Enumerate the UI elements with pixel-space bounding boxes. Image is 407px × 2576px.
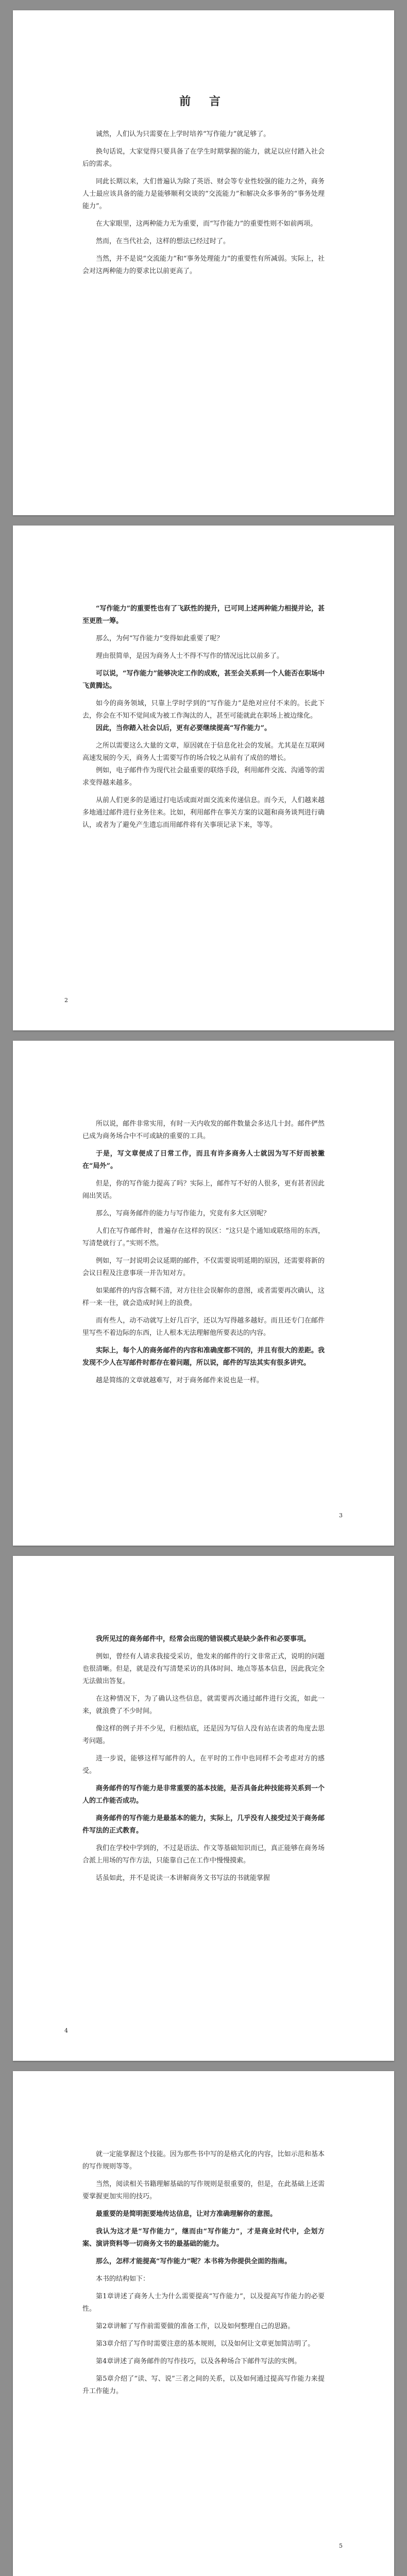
paragraph: 越是简练的文章就越难写，对于商务邮件来说也是一样。 <box>96 1377 264 1384</box>
paragraph: 理由很简单，是因为商务人士不得不写作的情况远比以前多了。 <box>96 652 284 660</box>
paragraph: 诚然，人们认为只需要在上学时培养“写作能力”就足够了。 <box>96 130 270 138</box>
paragraph: 商务邮件的写作能力是最基本的能力，实际上，几乎没有人接受过关于商务邮件写法的正式教育。 <box>82 1815 325 1835</box>
paragraph: 我们在学校中学到的，不过是语法、作文等基础知识而已，真正能够在商务场合派上用场的写作方法，只能靠自己在工作中慢慢摸索。 <box>82 1844 325 1865</box>
paragraph: “写作能力”的重要性也有了飞跃性的提升，已可同上述两种能力相提并论，甚至更胜一筹。 <box>82 605 325 625</box>
page-body <box>82 603 325 832</box>
paragraph: 当然，阅读相关书籍理解基础的写作规则是很重要的，但是，在此基础上还需要掌握更加实用的技巧。 <box>82 2180 325 2200</box>
page-number: 2 <box>64 997 68 1004</box>
paragraph: 那么，为何“写作能力”变得如此重要了呢？ <box>96 635 224 642</box>
paragraph: 换句话说，大家觉得只要具备了在学生时期掌握的能力，就足以应付踏入社会后的需求。 <box>82 148 325 168</box>
paragraph: 如果邮件的内容含糊不清，对方往往会误解你的意图，或者需要再次确认，这样一来一往，就会造成时间上的浪费。 <box>82 1287 325 1307</box>
page-number: 5 <box>339 2543 343 2549</box>
page-body <box>82 2148 325 2398</box>
paragraph: 实际上，每个人的商务邮件的内容和准确度都不同的，并且有很大的差距。我发现不少人在写邮件时都存在着问题，所以说，邮件的写法其实有很多讲究。 <box>82 1347 325 1367</box>
paragraph: 就一定能掌握这个技能。因为那些书中写的是格式化的内容，比如示范和基本的写作规则等等。 <box>82 2150 325 2171</box>
paragraph: 例如，电子邮件作为现代社会最重要的联络手段，利用邮件交流、沟通等的需求变得越来越多。 <box>82 767 325 787</box>
paragraph: 从前人们更多的是通过打电话或面对面交流来传递信息。而今天，人们越来越多地通过邮件进行业务往来。比如，利用邮件在事关方案的议题和商务谈判进行确认，或者为了避免产生遗忘而用邮件将有关事项记录下来，等等。 <box>82 796 325 829</box>
paragraph: 那么，写商务邮件的能力与写作能力，究竟有多大区别呢？ <box>96 1210 270 1217</box>
paragraph: 话虽如此，并不是说读一本讲解商务文书写法的书就能掌握 <box>96 1874 270 1882</box>
paragraph: 进一步说，能够这样写邮件的人，在平时的工作中也同样不会考虑对方的感受。 <box>82 1755 325 1775</box>
document-page-3 <box>13 1041 394 1546</box>
paragraph: 如今的商务领域，只靠上学时学到的“写作能力”是绝对应付不来的。长此下去，你会在不知不觉间成为被工作淘汰的人，甚至可能就此在职场上被边缘化。 <box>82 700 325 720</box>
paragraph: 然而，在当代社会，这样的想法已经过时了。 <box>96 238 230 245</box>
document-page-4 <box>13 1556 394 2061</box>
paragraph: 第1章讲述了商务人士为什么需要提高“写作能力”，以及提高写作能力的必要性。 <box>82 2293 325 2313</box>
paragraph: 商务邮件的写作能力是非常重要的基本技能，是否具备此种技能将关系到一个人的工作能否成功。 <box>82 1785 325 1805</box>
document-page-2 <box>13 526 394 1030</box>
paragraph: 当然，并不是说“交流能力”和“事务处理能力”的重要性有所减弱。实际上，社会对这两种能力的要求比以前更高了。 <box>82 255 325 275</box>
paragraph: 第4章讲述了商务邮件的写作技巧，以及各种场合下邮件写法的实例。 <box>96 2358 301 2365</box>
paragraph: 例如，曾经有人请求我接受采访，他发来的邮件的行文非常正式，说明的问题也很清晰。但是，就是没有写清楚采访的具体时间、地点等基本信息，因此我完全无法做出答复。 <box>82 1653 325 1685</box>
paragraph: 之所以需要这么大量的文章，原因就在于信息化社会的发展。尤其是在互联网高速发展的今天，商务人士需要写作的场合较之从前有了成倍的增长。 <box>82 742 325 762</box>
paragraph: 人们在写作邮件时，普遍存在这样的误区：“这只是个通知或联络用的东西，写清楚就行了。”实则不然。 <box>82 1227 325 1247</box>
paragraph: 那么，怎样才能提高“写作能力”呢？本书将为你提供全面的指南。 <box>96 2258 291 2265</box>
document-page-5 <box>13 2071 394 2576</box>
page-body <box>82 1118 325 1387</box>
paragraph: 因此，当你踏入社会以后，更有必要继续提高“写作能力”。 <box>96 724 271 732</box>
paragraph: 第2章讲解了写作前需要做的准备工作，以及如何整理自己的思路。 <box>96 2323 295 2330</box>
page-number: 3 <box>339 1512 343 1519</box>
paragraph: 可以说，“写作能力”能够决定工作的成败，甚至会关系到一个人能否在职场中飞黄腾达。 <box>82 670 325 690</box>
document-page-1 <box>13 10 394 515</box>
paragraph: 在这种情况下，为了确认这些信息，就需要再次通过邮件进行交流，如此一来，就浪费了不少时间。 <box>82 1695 325 1715</box>
paragraph: 所以说，邮件非常实用，有时一天内收发的邮件数量会多达几十封。邮件俨然已成为商务场合中不可或缺的重要的工具。 <box>82 1120 325 1140</box>
page-title: 前 言 <box>179 95 228 108</box>
paragraph: 但是，你的写作能力提高了吗？实际上，邮件写不好的人很多，更有甚者因此闹出笑话。 <box>82 1180 325 1200</box>
paragraph: 而有些人，动不动就写上好几百字，还以为写得越多越好。而且还专门在邮件里写些不着边际的东西，让人根本无法理解他所要表达的内容。 <box>82 1317 325 1337</box>
paragraph: 在大家眼里，这两种能力无为重要，而“写作能力”的重要性则不如前两项。 <box>96 220 317 228</box>
paragraph: 像这样的例子并不少见，归根结底，还是因为写信人没有站在读者的角度去思考问题。 <box>82 1725 325 1745</box>
paragraph: 第5章介绍了“读、写、说”三者之间的关系，以及如何通过提高写作能力来提升工作能力。 <box>82 2375 325 2395</box>
paragraph: 最重要的是简明扼要地传达信息，让对方准确理解你的意图。 <box>96 2210 277 2218</box>
paragraph: 本书的结构如下： <box>96 2275 150 2283</box>
paragraph: 我认为这才是“写作能力”，继而由“写作能力”，才是商业时代中，企划方案、演讲资料等一切商务文书的最基础的能力。 <box>82 2228 325 2248</box>
paragraph: 我所见过的商务邮件中，经常会出现的错误模式是缺少条件和必要事项。 <box>96 1635 311 1643</box>
page-body <box>82 128 325 278</box>
page-body <box>82 1633 325 1885</box>
paragraph: 于是，写文章便成了日常工作，而且有许多商务人士就因为写不好而被撇在“局外”。 <box>82 1150 325 1170</box>
paragraph: 例如，写一封说明会议延期的邮件，不仅需要说明延期的原因，还需要将新的会议日程及注意事项一并告知对方。 <box>82 1257 325 1277</box>
paragraph: 同此长期以来，大们普遍认为除了英语、财会等专业性较强的能力之外，商务人士最应该具备的能力是能够顺利交谈的“交流能力”和解决众多事务的“事务处理能力”。 <box>82 178 325 210</box>
page-number: 4 <box>64 2027 68 2034</box>
paragraph: 第3章介绍了写作时需要注意的基本规则，以及如何让文章更加简洁明了。 <box>96 2340 315 2348</box>
